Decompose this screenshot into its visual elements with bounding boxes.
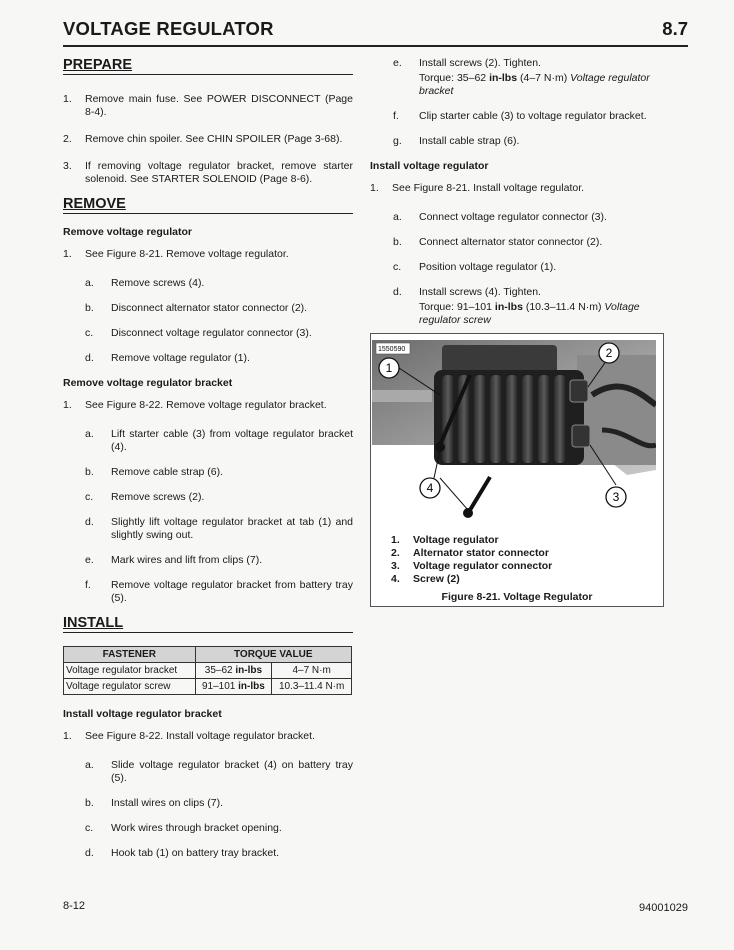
fastener-cell: Voltage regulator screw (64, 679, 196, 695)
remove-regulator-substep: a. Remove screws (4). (85, 277, 205, 289)
metric-cell: 10.3–11.4 N·m (272, 679, 352, 695)
left-column (63, 50, 353, 860)
figure-voltage-regulator (370, 333, 664, 607)
install-bracket-substep: c. Work wires through bracket opening. (85, 822, 282, 834)
heading-prepare: PREPARE (63, 57, 353, 75)
stator-connector (570, 380, 588, 402)
install-bracket-substep: d. Hook tab (1) on battery tray bracket. (85, 847, 280, 859)
table-header: TORQUE VALUE (195, 647, 351, 663)
subheading-remove-regulator: Remove voltage regulator (63, 226, 192, 238)
svg-text:3: 3 (612, 490, 620, 504)
section-number: 8.7 (662, 18, 688, 39)
remove-bracket-substep: f. Remove voltage regulator bracket from battery tray (5). (85, 579, 353, 604)
install-regulator-substep: c. Position voltage regulator (1). (393, 261, 557, 273)
side-structure (577, 355, 656, 465)
remove-bracket-substep: b. Remove cable strap (6). (85, 466, 224, 478)
torque-spec: Torque: 35–62 in-lbs (4–7 N·m) Voltage regulator bracket (419, 72, 650, 97)
prepare-step: 1. Remove main fuse. See POWER DISCONNECT (Page 8-4). (63, 93, 353, 118)
fastener-torque-table (63, 646, 352, 695)
legend-item: 4. Screw (2) (391, 573, 460, 585)
table-header: FASTENER (64, 647, 196, 663)
svg-text:4: 4 (426, 481, 434, 495)
remove-bracket-step: 1. See Figure 8-22. Remove voltage regulator bracket. (63, 399, 327, 411)
prepare-step: 2. Remove chin spoiler. See CHIN SPOILER (Page 3-68). (63, 133, 343, 145)
document-number: 94001029 (639, 902, 688, 914)
prepare-step: 3. If removing voltage regulator bracket, remove starter solenoid. See STARTER SOLENOID (Page 8-6). (63, 160, 353, 185)
heading-install: INSTALL (63, 615, 353, 633)
regulator-connector (572, 425, 590, 447)
install-bracket-substep: f. Clip starter cable (3) to voltage regulator bracket. (393, 110, 647, 122)
table-row (64, 679, 352, 695)
subheading-install-bracket: Install voltage regulator bracket (63, 708, 222, 720)
legend-item: 2. Alternator stator connector (391, 547, 549, 559)
torque-cell: 91–101 in-lbs (195, 679, 272, 695)
table-header-row (64, 647, 352, 663)
page-title: VOLTAGE REGULATOR (63, 18, 274, 39)
page-number: 8-12 (63, 900, 86, 912)
subheading-install-regulator: Install voltage regulator (370, 160, 489, 172)
frame-tube (372, 390, 432, 402)
svg-text:1: 1 (385, 361, 393, 375)
legend-item: 1. Voltage regulator (391, 534, 499, 546)
callout-4 (420, 478, 440, 498)
remove-regulator-substep: b. Disconnect alternator stator connector (2). (85, 302, 308, 314)
install-bracket-substep: b. Install wires on clips (7). (85, 797, 224, 809)
svg-text:2: 2 (605, 346, 613, 360)
install-regulator-substep: d. Install screws (4). Tighten. Torque: 91–101 in-lbs (10.3–11.4 N·m) Voltage regulator screw (370, 286, 662, 327)
heading-remove: REMOVE (63, 196, 353, 214)
callout-3 (606, 487, 626, 507)
torque-cell: 35–62 in-lbs (195, 663, 272, 679)
voltage-regulator-illustration (372, 335, 656, 531)
torque-spec: Torque: 91–101 in-lbs (10.3–11.4 N·m) Voltage regulator screw (419, 301, 640, 326)
install-regulator-substep: b. Connect alternator stator connector (2). (393, 236, 603, 248)
remove-bracket-substep: c. Remove screws (2). (85, 491, 205, 503)
right-column (370, 50, 662, 327)
install-bracket-step: 1. See Figure 8-22. Install voltage regulator bracket. (63, 730, 315, 742)
install-bracket-substep: e. Install screws (2). Tighten. Torque: 35–62 in-lbs (4–7 N·m) Voltage regulator bracket (370, 57, 662, 98)
regulator-top (442, 345, 557, 373)
figure-caption: Figure 8-21. Voltage Regulator (441, 591, 593, 603)
callout-2 (599, 343, 619, 363)
legend-item: 3. Voltage regulator connector (391, 560, 553, 572)
install-regulator-step: 1. See Figure 8-21. Install voltage regulator. (370, 182, 585, 194)
install-regulator-substep: a. Connect voltage regulator connector (3). (393, 211, 607, 223)
header-rule (63, 45, 688, 47)
install-bracket-substep: a. Slide voltage regulator bracket (4) on battery tray (5). (85, 759, 353, 784)
part-number: 1550590 (378, 346, 406, 353)
remove-bracket-substep: a. Lift starter cable (3) from voltage regulator bracket (4). (85, 428, 353, 453)
subheading-remove-bracket: Remove voltage regulator bracket (63, 377, 233, 389)
figure-legend (391, 534, 651, 586)
remove-regulator-substep: d. Remove voltage regulator (1). (85, 352, 250, 364)
fastener-cell: Voltage regulator bracket (64, 663, 196, 679)
remove-regulator-substep: c. Disconnect voltage regulator connector (3). (85, 327, 312, 339)
install-bracket-substep: g. Install cable strap (6). (393, 135, 520, 147)
metric-cell: 4–7 N·m (272, 663, 352, 679)
table-row (64, 663, 352, 679)
remove-regulator-step: 1. See Figure 8-21. Remove voltage regulator. (63, 248, 289, 260)
callout-1 (379, 358, 399, 378)
remove-bracket-substep: d. Slightly lift voltage regulator bracket at tab (1) and slightly swing out. (85, 516, 353, 541)
remove-bracket-substep: e. Mark wires and lift from clips (7). (85, 554, 263, 566)
